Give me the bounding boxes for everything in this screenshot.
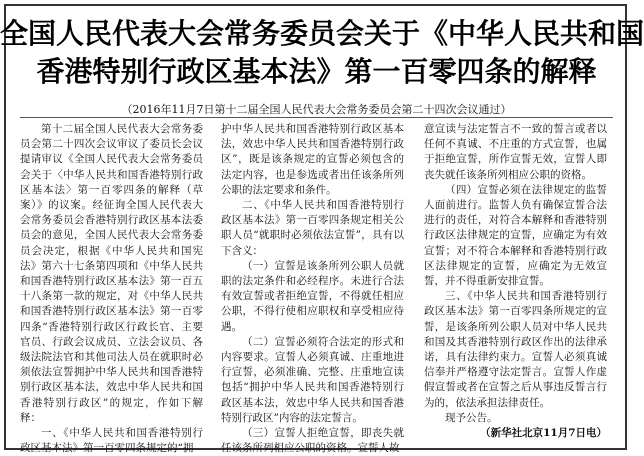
column-3 (424, 122, 607, 444)
paragraph: 三、《中华人民共和国香港特别行政区基本法》第一百零四条所规定的宣誓，是该条所列公职人员对中华人民共和国及其香港特别行政区作出的法律承诺，具有法律约束力。宣誓人必须真诚信奉并严格遵守法定誓言。宣誓人作虚假宣誓或者在宣誓之后从事违反誓言行为的，依法承担法律责任。 (424, 290, 607, 409)
news-byline: （新华社北京11月7日电） (480, 427, 607, 440)
paragraph: （三）宣誓人拒绝宣誓，即丧失就任该条所列相应公职的资格。宣誓人故 (221, 427, 404, 455)
paragraph: 护中华人民共和国香港特别行政区基本法，效忠中华人民共和国香港特别行政区”，既是该条规定的宣誓必须包含的法定内容，也是参选或者出任该条所列公职的法定要求和条件。 (221, 123, 404, 196)
header-divider (20, 117, 613, 118)
paragraph: 现予公告。 (445, 411, 498, 424)
title-line-1: 全国人民代表大会常务委员会关于《中华人民共和国 (0, 17, 644, 50)
paragraph: 意宣读与法定誓言不一致的誓言或者以任何不真诚、不庄重的方式宣誓，也属于拒绝宣誓，所作宣誓无效，宣誓人即丧失就任该条所列相应公职的资格。 (424, 123, 607, 181)
paragraph: （一）宣誓是该条所列公职人员就职的法定条件和必经程序。未进行合法有效宣誓或者拒绝宣誓，不得就任相应公职，不得行使相应职权和享受相应待遇。 (221, 259, 404, 333)
paragraph: 一、《中华人民共和国香港特别行政区基本法》第一百零四条规定的“拥 (20, 427, 203, 455)
column-1 (20, 122, 203, 455)
paragraph: （四）宣誓必须在法律规定的监誓人面前进行。监誓人负有确保宣誓合法进行的责任，对符合本解释和香港特别行政区法律规定的宣誓，应确定为有效宣誓；对不符合本解释和香港特别行政区法律规定的宣誓，应确定为无效宣誓，并不得重新安排宣誓。 (424, 183, 607, 288)
paragraph: （二）宣誓必须符合法定的形式和内容要求。宣誓人必须真诚、庄重地进行宣誓，必须准确、完整、庄重地宣读包括“拥护中华人民共和国香港特别行政区基本法，效忠中华人民共和国香港特别行政区”内容的法定誓言。 (221, 335, 404, 424)
column-2 (221, 122, 404, 455)
title-line-2: 香港特别行政区基本法》第一百零四条的解释 (36, 55, 597, 88)
paragraph: 二、《中华人民共和国香港特别行政区基本法》第一百零四条规定相关公职人员“就职时必须依法宣誓”，具有以下含义： (221, 199, 404, 257)
paragraph: 第十二届全国人民代表大会常务委员会第二十四次会议审议了委员长会议提请审议《全国人民代表大会常务委员会关于〈中华人民共和国香港特别行政区基本法〉第一百零四条的解释（草案）》的议案。经征询全国人民代表大会常务委员会香港特别行政区基本法委员会的意见，全国人民代表大会常务委员会决定，根据《中华人民共和国宪法》第六十七条第四项和《中华人民共和国香港特别行政区基本法》第一百五十八条第一款的规定，对《中华人民共和国香港特别行政区基本法》第一百零四条“香港特别行政区行政长官、主要官员、行政会议成员、立法会议员、各级法院法官和其他司法人员在就职时必须依法宣誓拥护中华人民共和国香港特别行政区基本法，效忠中华人民共和国香港特别行政区”的规定，作如下解释： (20, 123, 203, 424)
subtitle: （2016年11月7日第十二届全国人民代表大会常务委员会第二十四次会议通过） (121, 103, 512, 116)
